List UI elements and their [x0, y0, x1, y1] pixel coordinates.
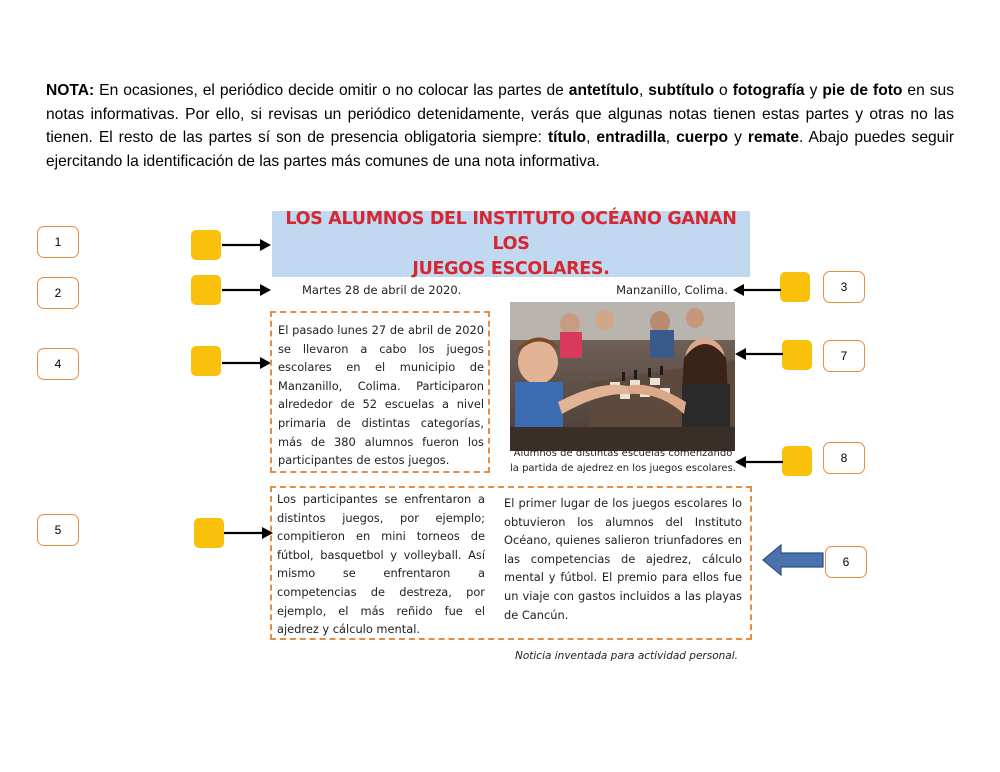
note-label: NOTA: [46, 82, 95, 99]
article-place: Manzanillo, Colima. [616, 283, 728, 297]
note-term: título [547, 129, 587, 146]
drop-slot-title[interactable] [191, 230, 221, 260]
label-card-3[interactable]: 3 [823, 271, 865, 303]
lead-box [270, 311, 490, 473]
label-card-1[interactable]: 1 [37, 226, 79, 258]
drop-slot-body[interactable] [194, 518, 224, 548]
note-text: . Abajo puedes seguir ejercitando la identificación de las partes más comunes de una nota informativa. [46, 129, 955, 170]
note-term: pie de foto [822, 82, 903, 99]
chess-photo-illustration [510, 302, 735, 451]
drop-slot-place[interactable] [780, 272, 810, 302]
body-text: Los participantes se enfrentaron a distintos juegos, por ejemplo; compitieron en mini torneos de fútbol, basquetbol y volleyball. Así mismo se enfrentaron a competencias de destreza, por ejemplo, el más reñido fue el ajedrez y cálculo mental. [277, 492, 485, 637]
note-text: , [586, 129, 597, 146]
lead-text: El pasado lunes 27 de abril de 2020 se llevaron a cabo los juegos escolares en el municipio de Manzanillo, Colima. Participaron alrededor de 52 escuelas a nivel primaria de distintas categorías, más de 380 alumnos fueron los participantes de estos juegos. [278, 323, 484, 468]
chess-photo [510, 302, 735, 451]
arrow-right-icon [222, 238, 272, 252]
arrow-left-icon [735, 347, 783, 361]
closing-text: El primer lugar de los juegos escolares lo obtuvieron los alumnos del Instituto Océano, quienes salieron triunfadores en las competencias de ajedrez, cálculo mental y fútbol. El premio para ellos fue un viaje con gastos incluidos a las playas de Cancún. [504, 496, 742, 622]
label-card-5[interactable]: 5 [37, 514, 79, 546]
drop-slot-date[interactable] [191, 275, 221, 305]
drop-slot-caption[interactable] [782, 446, 812, 476]
arrow-left-icon [733, 283, 781, 297]
drop-slot-photo[interactable] [782, 340, 812, 370]
label-card-6[interactable]: 6 [825, 546, 867, 578]
blue-arrow-icon [762, 543, 824, 577]
note-term: antetítulo [568, 82, 639, 99]
note-text: , [665, 129, 677, 146]
title-line: JUEGOS ESCOLARES. [412, 258, 610, 279]
article-title [272, 208, 750, 279]
arrow-right-icon [222, 356, 272, 370]
article-date: Martes 28 de abril de 2020. [302, 283, 462, 297]
label-card-2[interactable]: 2 [37, 277, 79, 309]
drop-slot-lead[interactable] [191, 346, 221, 376]
photo-caption: Alumnos de distintas escuelas comenzando la partida de ajedrez en los juegos escolares. [510, 448, 736, 474]
note-term: remate [747, 129, 800, 146]
note-text: En ocasiones, el periódico decide omitir o no colocar las partes de [94, 82, 569, 99]
arrow-right-icon [224, 526, 274, 540]
label-card-7[interactable]: 7 [823, 340, 865, 372]
body-closing-box [270, 486, 752, 640]
note-term: subtítulo [648, 82, 715, 99]
note-term: cuerpo [676, 129, 729, 146]
arrow-left-icon [735, 455, 783, 469]
note-term: entradilla [596, 129, 666, 146]
note-text: y [728, 129, 748, 146]
title-line: LOS ALUMNOS DEL INSTITUTO OCÉANO GANAN LOS [285, 208, 737, 254]
instruction-note [46, 79, 954, 173]
note-term: fotografía [732, 82, 805, 99]
arrow-right-icon [222, 283, 272, 297]
note-text: , [638, 82, 649, 99]
label-card-8[interactable]: 8 [823, 442, 865, 474]
article-credit: Noticia inventada para actividad personal. [514, 650, 738, 662]
note-text: en sus notas informativas. Por ello, si revisas un periódico detenidamente, verás que algunas notas tienen estas partes y otras no las tienen. El resto de las partes sí son de presencia obligatoria siempre: [46, 82, 954, 146]
note-text: o [714, 82, 733, 99]
label-card-4[interactable]: 4 [37, 348, 79, 380]
note-text: y [804, 82, 823, 99]
